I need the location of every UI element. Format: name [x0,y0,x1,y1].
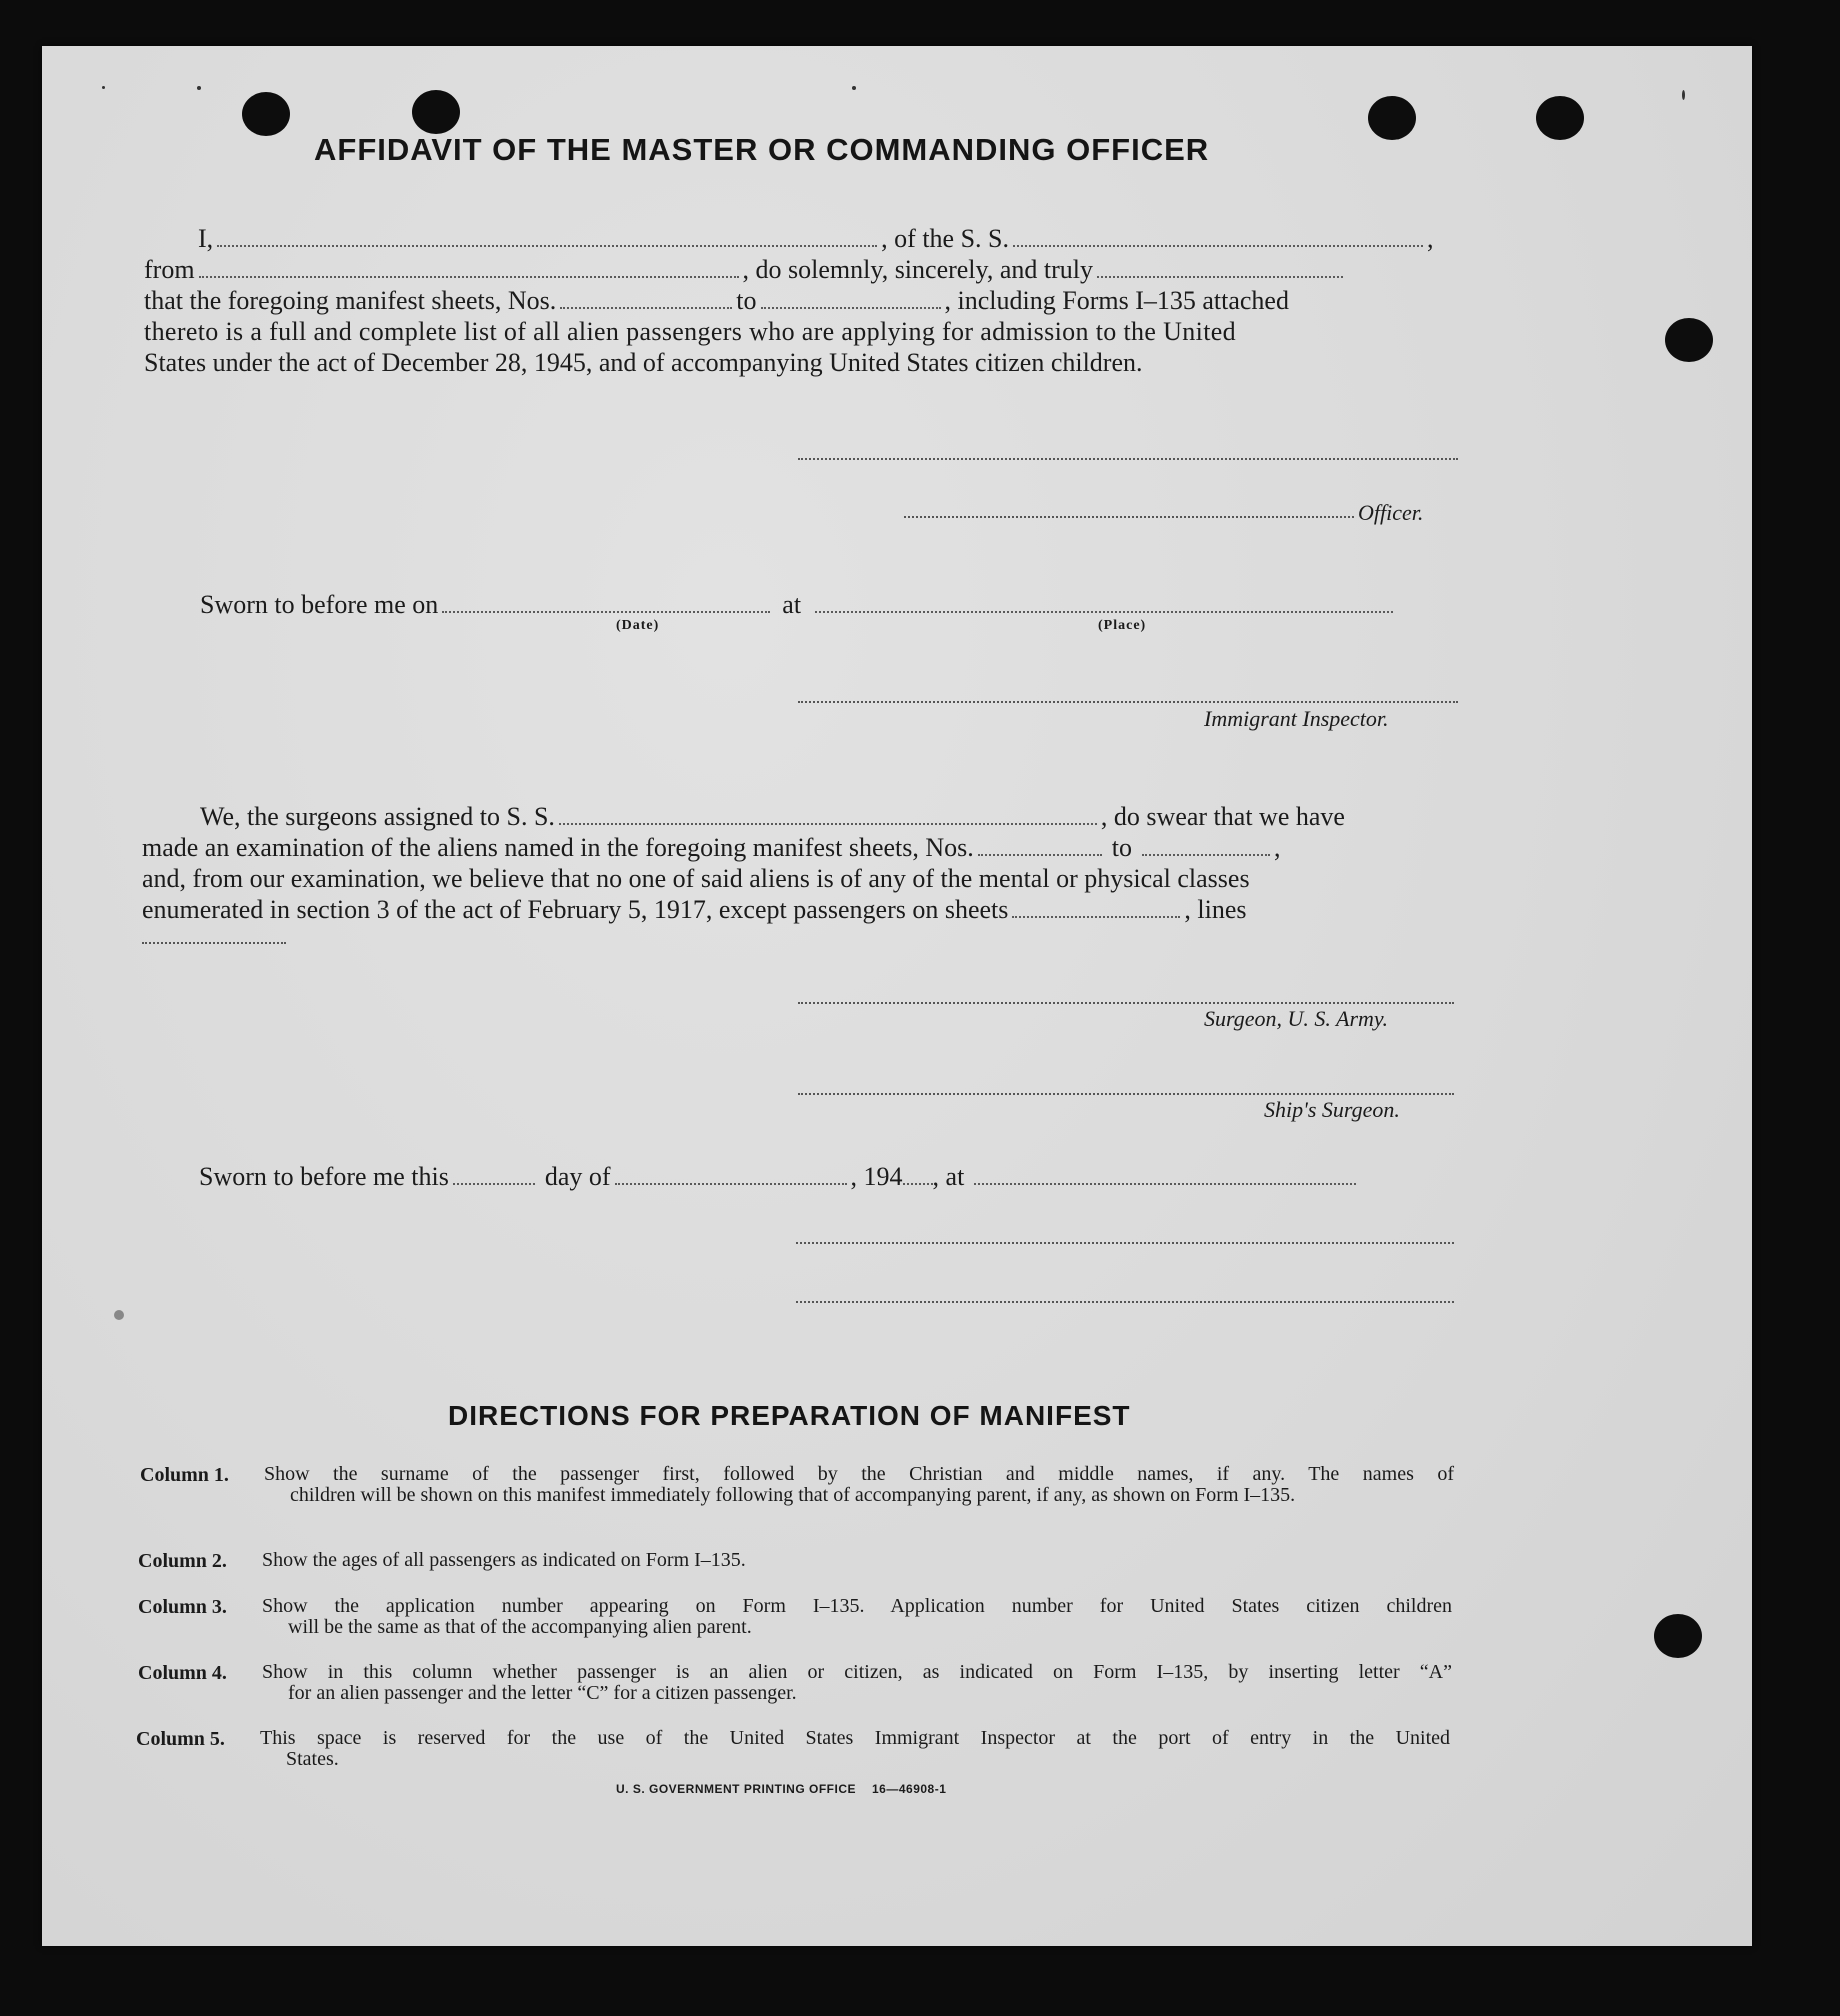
column-5-label: Column 5. [136,1728,225,1750]
surgeons-sheet-from-field[interactable] [978,834,1102,856]
sworn2-text: day of [544,1162,611,1191]
sworn2-signature-line-1[interactable] [796,1242,1454,1244]
affidavit-line-5: States under the act of December 28, 1945, and of accompanying United States citizen children. [144,348,1143,377]
lines-field[interactable] [142,942,286,944]
punch-hole [242,92,290,136]
sworn2-text: , at [932,1162,965,1191]
surgeons-text: made an examination of the aliens named in the foregoing manifest sheets, Nos. [142,833,974,862]
speck [197,86,201,90]
officer-signature-line-2[interactable] [904,516,1354,518]
sworn2-signature-line-2[interactable] [796,1301,1454,1303]
master-name-field[interactable] [217,225,877,247]
form-sheet [42,46,1752,1946]
column-4-rest: for an alien passenger and the letter “C” for a citizen passenger. [288,1682,797,1704]
surgeons-ship-field[interactable] [559,803,1097,825]
sworn2-place-field[interactable] [974,1163,1356,1185]
sworn2-month-field[interactable] [615,1163,847,1185]
ship-surgeon-signature-line[interactable] [798,1093,1454,1095]
column-5-text [260,1728,1450,1770]
column-2-text [262,1550,1452,1571]
oath-type-field[interactable] [1097,256,1343,278]
punch-hole [1665,318,1713,362]
column-1-rest: children will be shown on this manifest immediately following that of accompanying parent, if any, as shown on Form I–135. [290,1484,1296,1506]
except-sheets-field[interactable] [1012,896,1180,918]
column-1-label: Column 1. [140,1464,229,1486]
speck [852,86,856,90]
affidavit-text: from [144,255,195,284]
column-3-label: Column 3. [138,1596,227,1618]
column-4-label: Column 4. [138,1662,227,1684]
surgeons-line-3: and, from our examination, we believe that no one of said aliens is of any of the mental or physical classes [142,864,1250,893]
army-surgeon-signature-line[interactable] [798,1002,1454,1004]
column-4-text [262,1662,1452,1704]
affidavit-text: , of the S. S. [881,224,1010,253]
column-1-first: Show the surname of the passenger first, followed by the Christian and middle names, if any. The names of [264,1463,1454,1485]
column-3-text [262,1596,1452,1638]
sworn2-text: , 194 [850,1162,903,1191]
directions-title: DIRECTIONS FOR PREPARATION OF MANIFEST [448,1400,1131,1431]
sworn2-year-field[interactable] [903,1163,933,1185]
surgeons-text: , [1274,833,1281,862]
officer-signature-line-1[interactable] [798,458,1458,460]
from-port-field[interactable] [199,256,739,278]
sworn-line-1 [200,590,1397,620]
sworn-date-field[interactable] [442,591,770,613]
affidavit-text: , [1427,224,1434,253]
affidavit-line-3 [144,286,1289,316]
column-1-text [264,1464,1454,1506]
speck [114,1310,124,1320]
surgeons-text: enumerated in section 3 of the act of February 5, 1917, except passengers on sheets [142,895,1009,924]
sworn-line-2 [199,1162,1360,1192]
date-caption: (Date) [616,618,660,633]
punch-hole [1368,96,1416,140]
sheet-from-field[interactable] [560,287,732,309]
surgeons-sheet-to-field[interactable] [1142,834,1270,856]
surgeons-line-2 [142,833,1281,863]
affidavit-text: that the foregoing manifest sheets, Nos. [144,286,557,315]
sworn-text: Sworn to before me on [200,590,439,619]
affidavit-text: , including Forms I–135 attached [944,286,1289,315]
surgeons-text: We, the surgeons assigned to S. S. [200,802,555,831]
inspector-signature-line[interactable] [798,701,1458,703]
sworn-text: at [782,590,802,619]
speck [102,86,105,89]
column-2-label: Column 2. [138,1550,227,1572]
affidavit-title: AFFIDAVIT OF THE MASTER OR COMMANDING OFFICER [314,132,1210,167]
surgeons-line-4 [142,895,1247,925]
ship-name-field[interactable] [1013,225,1423,247]
officer-label: Officer. [1358,500,1424,525]
column-2-first: Show the ages of all passengers as indicated on Form I–135. [262,1549,746,1571]
affidavit-line-2 [144,255,1347,285]
affidavit-line-1 [198,224,1434,254]
sworn2-text: Sworn to before me this [199,1162,449,1191]
column-4-first: Show in this column whether passenger is an alien or citizen, as indicated on Form I–135, by inserting letter “A” [262,1661,1452,1683]
surgeons-line-1 [200,802,1345,832]
printing-office: U. S. GOVERNMENT PRINTING OFFICE [616,1782,857,1796]
place-caption: (Place) [1098,618,1147,633]
sworn2-day-field[interactable] [453,1163,535,1185]
sheet-to-field[interactable] [761,287,941,309]
sworn-place-field[interactable] [815,591,1393,613]
column-5-first: This space is reserved for the use of the United States Immigrant Inspector at the port of entry in the United [260,1727,1450,1749]
inspector-label: Immigrant Inspector. [1204,706,1389,731]
affidavit-line-4: thereto is a full and complete list of all alien passengers who are applying for admission to the United [144,317,1237,346]
surgeons-text: , do swear that we have [1100,802,1345,831]
punch-hole [412,90,460,134]
speck [1682,90,1685,100]
column-5-rest: States. [286,1748,339,1770]
affidavit-text: I, [198,224,214,253]
form-code: 16—46908-1 [872,1782,947,1796]
punch-hole [1654,1614,1702,1658]
column-3-first: Show the application number appearing on Form I–135. Application number for United States citizen children [262,1595,1452,1617]
punch-hole [1536,96,1584,140]
column-3-rest: will be the same as that of the accompanying alien parent. [288,1616,752,1638]
ship-surgeon-label: Ship's Surgeon. [1264,1097,1400,1122]
affidavit-text: to [736,286,757,315]
surgeons-text: to [1111,833,1132,862]
affidavit-text: , do solemnly, sincerely, and truly [742,255,1093,284]
army-surgeon-label: Surgeon, U. S. Army. [1204,1006,1388,1031]
surgeons-text: , lines [1184,895,1247,924]
